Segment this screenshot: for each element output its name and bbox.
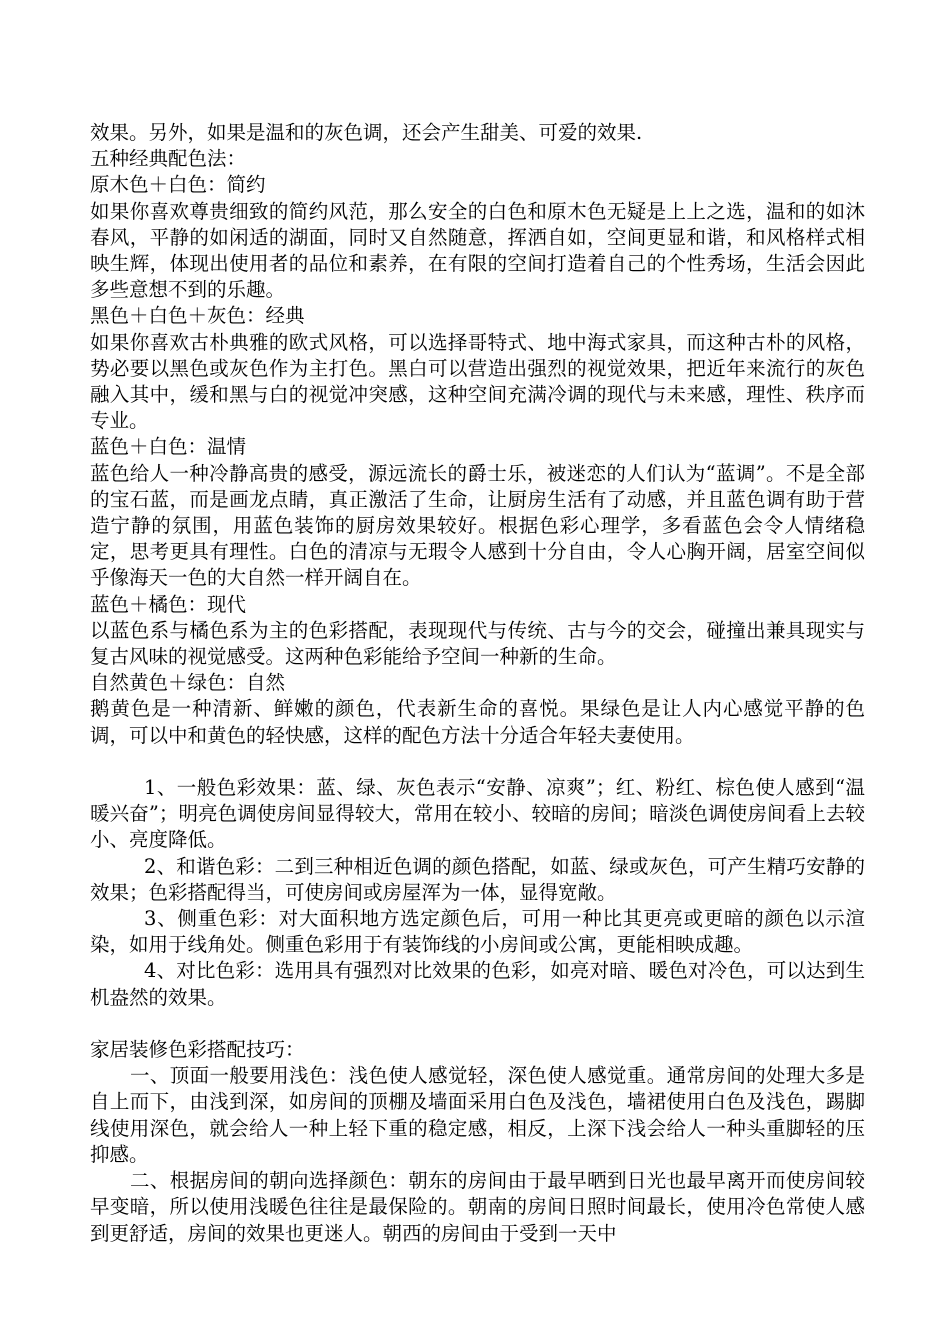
tip-paragraph: 二、根据房间的朝向选择颜色：朝东的房间由于最早晒到日光也最早离开而使房间较早变暗，所以使用浅暖色往往是最保险的。朝南的房间日照时间最长，使用冷色常使人感到更舒适，房间的效果也更迷人。朝西的房间由于受到一天中 bbox=[90, 1169, 865, 1245]
combo-heading: 蓝色＋橘色：现代 bbox=[90, 592, 247, 616]
combo-heading: 原木色＋白色：简约 bbox=[90, 173, 266, 197]
effect-paragraph: 3、侧重色彩：对大面积地方选定颜色后，可用一种比其更亮或更暗的颜色以示渲染，如用于线角处。侧重色彩用于有装饰线的小房间或公寓，更能相映成趣。 bbox=[90, 907, 865, 957]
intro-line: 效果。另外，如果是温和的灰色调，还会产生甜美、可爱的效果. bbox=[90, 121, 643, 144]
combo-heading: 蓝色＋白色：温情 bbox=[90, 435, 247, 459]
combo-body: 如果你喜欢古朴典雅的欧式风格，可以选择哥特式、地中海式家具，而这种古朴的风格，势必要以黑色或灰色作为主打色。黑白可以营造出强烈的视觉效果，把近年来流行的灰色融入其中，缓和黑与白的视觉冲突感，这种空间充满冷调的现代与未来感，理性、秩序而专业。 bbox=[90, 330, 865, 433]
document-page bbox=[90, 120, 865, 1247]
paragraph-spacer bbox=[90, 1011, 865, 1037]
combo-heading: 自然黄色＋绿色：自然 bbox=[90, 671, 286, 695]
combo-body: 蓝色给人一种冷静高贵的感受，源远流长的爵士乐，被迷恋的人们认为“蓝调”。不是全部的宝石蓝，而是画龙点睛，真正激活了生命，让厨房生活有了动感，并且蓝色调有助于营造宁静的氛围，用蓝色装饰的厨房效果较好。根据色彩心理学，多看蓝色会令人情绪稳定，思考更具有理性。白色的清凉与无瑕令人感到十分自由，令人心胸开阔，居室空间似乎像海天一色的大自然一样开阔自在。 bbox=[90, 461, 865, 590]
section-title-classic-schemes: 五种经典配色法： bbox=[90, 147, 247, 171]
section-title-tips: 家居装修色彩搭配技巧： bbox=[90, 1038, 305, 1062]
combo-body: 鹅黄色是一种清新、鲜嫩的颜色，代表新生命的喜悦。果绿色是让人内心感觉平静的色调，可以中和黄色的轻快感，这样的配色方法十分适合年轻夫妻使用。 bbox=[90, 697, 865, 747]
effect-paragraph: 4、对比色彩：选用具有强烈对比效果的色彩，如亮对暗、暖色对冷色，可以达到生机盎然的效果。 bbox=[90, 959, 865, 1009]
effect-paragraph: 1、一般色彩效果：蓝、绿、灰色表示“安静、凉爽”；红、粉红、棕色使人感到“温暖兴奋”；明亮色调使房间显得较大，常用在较小、较暗的房间；暗淡色调使房间看上去较小、亮度降低。 bbox=[90, 776, 865, 852]
paragraph-spacer bbox=[90, 749, 865, 775]
combo-body: 如果你喜欢尊贵细致的简约风范，那么安全的白色和原木色无疑是上上之选，温和的如沐春风，平静的如闲适的湖面，同时又自然随意，挥洒自如，空间更显和谐，和风格样式相映生辉，体现出使用者的品位和素养，在有限的空间打造着自己的个性秀场，生活会因此多些意想不到的乐趣。 bbox=[90, 199, 865, 302]
combo-body: 以蓝色系与橘色系为主的色彩搭配，表现现代与传统、古与今的交会，碰撞出兼具现实与复古风味的视觉感受。这两种色彩能给予空间一种新的生命。 bbox=[90, 618, 865, 669]
combo-heading: 黑色＋白色＋灰色：经典 bbox=[90, 304, 305, 328]
effect-paragraph: 2、和谐色彩：二到三种相近色调的颜色搭配，如蓝、绿或灰色，可产生精巧安静的效果；色彩搭配得当，可使房间或房屋浑为一体，显得宽敞。 bbox=[90, 854, 865, 904]
tip-paragraph: 一、顶面一般要用浅色：浅色使人感觉轻，深色使人感觉重。通常房间的处理大多是自上而下，由浅到深，如房间的顶棚及墙面采用白色及浅色，墙裙使用白色及浅色，踢脚线使用深色，就会给人一种上轻下重的稳定感，相反，上深下浅会给人一种头重脚轻的压抑感。 bbox=[90, 1064, 865, 1166]
